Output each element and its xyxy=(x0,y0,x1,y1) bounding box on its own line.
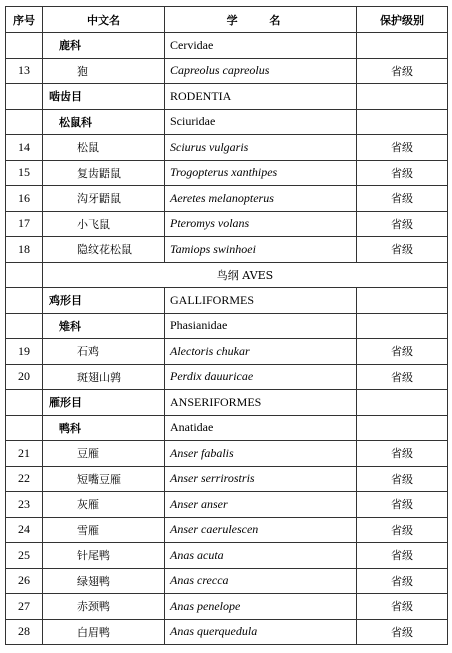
chinese-name-cell: 石鸡 xyxy=(43,339,165,365)
index-cell: 28 xyxy=(6,619,43,645)
table-body xyxy=(6,33,448,645)
header-protection-level: 保护级别 xyxy=(357,7,448,33)
index-cell xyxy=(6,33,43,59)
family-row xyxy=(6,415,448,441)
header-index: 序号 xyxy=(6,7,43,33)
scientific-name-cell: Anatidae xyxy=(165,415,357,441)
index-cell: 22 xyxy=(6,466,43,492)
index-cell: 15 xyxy=(6,160,43,186)
table-row xyxy=(6,58,448,84)
table-row xyxy=(6,466,448,492)
chinese-name-cell: 赤颈鸭 xyxy=(43,594,165,620)
scientific-name-cell: Anser fabalis xyxy=(165,441,357,467)
scientific-name-cell: Tamiops swinhoei xyxy=(165,237,357,263)
chinese-name-cell: 短嘴豆雁 xyxy=(43,466,165,492)
protection-level-cell: 省级 xyxy=(357,619,448,645)
family-row xyxy=(6,109,448,135)
protection-level-cell xyxy=(357,390,448,416)
scientific-name-cell: Anser caerulescen xyxy=(165,517,357,543)
family-row xyxy=(6,313,448,339)
scientific-name-cell: Alectoris chukar xyxy=(165,339,357,365)
scientific-name-cell: Anser serrirostris xyxy=(165,466,357,492)
scientific-name-cell: RODENTIA xyxy=(165,84,357,110)
chinese-name-cell: 鸭科 xyxy=(43,415,165,441)
index-cell: 16 xyxy=(6,186,43,212)
protected-species-table xyxy=(5,6,448,645)
scientific-name-cell: Phasianidae xyxy=(165,313,357,339)
table-row xyxy=(6,619,448,645)
header-chinese-name: 中文名 xyxy=(43,7,165,33)
scientific-name-cell: Anser anser xyxy=(165,492,357,518)
protection-level-cell: 省级 xyxy=(357,339,448,365)
scientific-name-cell: Sciurus vulgaris xyxy=(165,135,357,161)
order-row xyxy=(6,390,448,416)
index-cell xyxy=(6,262,43,288)
table-row xyxy=(6,339,448,365)
chinese-name-cell: 针尾鸭 xyxy=(43,543,165,569)
scientific-name-cell: Cervidae xyxy=(165,33,357,59)
family-row xyxy=(6,33,448,59)
protection-level-cell: 省级 xyxy=(357,492,448,518)
scientific-name-cell: GALLIFORMES xyxy=(165,288,357,314)
index-cell: 25 xyxy=(6,543,43,569)
table-row xyxy=(6,186,448,212)
index-cell: 18 xyxy=(6,237,43,263)
protection-level-cell: 省级 xyxy=(357,135,448,161)
index-cell: 21 xyxy=(6,441,43,467)
protection-level-cell: 省级 xyxy=(357,211,448,237)
scientific-name-cell: Capreolus capreolus xyxy=(165,58,357,84)
index-cell xyxy=(6,109,43,135)
chinese-name-cell: 松鼠 xyxy=(43,135,165,161)
index-cell: 20 xyxy=(6,364,43,390)
protection-level-cell: 省级 xyxy=(357,160,448,186)
chinese-name-cell: 鸡形目 xyxy=(43,288,165,314)
scientific-name-cell: Pteromys volans xyxy=(165,211,357,237)
protection-level-cell: 省级 xyxy=(357,237,448,263)
chinese-name-cell: 鹿科 xyxy=(43,33,165,59)
protection-level-cell: 省级 xyxy=(357,543,448,569)
chinese-name-cell: 雁形目 xyxy=(43,390,165,416)
protection-level-cell xyxy=(357,84,448,110)
table-row xyxy=(6,211,448,237)
index-cell: 19 xyxy=(6,339,43,365)
chinese-name-cell: 灰雁 xyxy=(43,492,165,518)
table-row xyxy=(6,492,448,518)
order-row xyxy=(6,288,448,314)
chinese-name-cell: 绿翅鸭 xyxy=(43,568,165,594)
chinese-name-cell: 松鼠科 xyxy=(43,109,165,135)
index-cell xyxy=(6,390,43,416)
table-header-row xyxy=(6,7,448,33)
chinese-name-cell: 雉科 xyxy=(43,313,165,339)
index-cell: 13 xyxy=(6,58,43,84)
scientific-name-cell: Aeretes melanopterus xyxy=(165,186,357,212)
scientific-name-cell: Trogopterus xanthipes xyxy=(165,160,357,186)
chinese-name-cell: 隐纹花松鼠 xyxy=(43,237,165,263)
chinese-name-cell: 豆雁 xyxy=(43,441,165,467)
scientific-name-cell: ANSERIFORMES xyxy=(165,390,357,416)
class-name-cell: 鸟纲 AVES xyxy=(43,262,448,288)
index-cell: 14 xyxy=(6,135,43,161)
table-row xyxy=(6,237,448,263)
protection-level-cell xyxy=(357,288,448,314)
index-cell: 27 xyxy=(6,594,43,620)
order-row xyxy=(6,84,448,110)
index-cell: 23 xyxy=(6,492,43,518)
table-row xyxy=(6,441,448,467)
protection-level-cell xyxy=(357,109,448,135)
protection-level-cell xyxy=(357,33,448,59)
index-cell xyxy=(6,313,43,339)
chinese-name-cell: 啮齿目 xyxy=(43,84,165,110)
chinese-name-cell: 沟牙鼯鼠 xyxy=(43,186,165,212)
protection-level-cell: 省级 xyxy=(357,58,448,84)
scientific-name-cell: Anas penelope xyxy=(165,594,357,620)
scientific-name-cell: Perdix dauuricae xyxy=(165,364,357,390)
protection-level-cell xyxy=(357,415,448,441)
chinese-name-cell: 小飞鼠 xyxy=(43,211,165,237)
table-row xyxy=(6,160,448,186)
chinese-name-cell: 狍 xyxy=(43,58,165,84)
protection-level-cell: 省级 xyxy=(357,186,448,212)
index-cell: 17 xyxy=(6,211,43,237)
index-cell: 26 xyxy=(6,568,43,594)
table-row xyxy=(6,543,448,569)
header-scientific-name: 学 名 xyxy=(165,7,357,33)
scientific-name-cell: Anas querquedula xyxy=(165,619,357,645)
table-row xyxy=(6,364,448,390)
table-row xyxy=(6,594,448,620)
protection-level-cell: 省级 xyxy=(357,594,448,620)
chinese-name-cell: 斑翅山鹑 xyxy=(43,364,165,390)
class-row xyxy=(6,262,448,288)
protection-level-cell: 省级 xyxy=(357,568,448,594)
index-cell xyxy=(6,84,43,110)
protection-level-cell: 省级 xyxy=(357,517,448,543)
index-cell: 24 xyxy=(6,517,43,543)
protection-level-cell: 省级 xyxy=(357,441,448,467)
index-cell xyxy=(6,288,43,314)
scientific-name-cell: Anas crecca xyxy=(165,568,357,594)
scientific-name-cell: Anas acuta xyxy=(165,543,357,569)
chinese-name-cell: 复齿鼯鼠 xyxy=(43,160,165,186)
table-row xyxy=(6,568,448,594)
table-row xyxy=(6,135,448,161)
chinese-name-cell: 白眉鸭 xyxy=(43,619,165,645)
scientific-name-cell: Sciuridae xyxy=(165,109,357,135)
chinese-name-cell: 雪雁 xyxy=(43,517,165,543)
protection-level-cell: 省级 xyxy=(357,364,448,390)
table-row xyxy=(6,517,448,543)
protection-level-cell xyxy=(357,313,448,339)
index-cell xyxy=(6,415,43,441)
protection-level-cell: 省级 xyxy=(357,466,448,492)
